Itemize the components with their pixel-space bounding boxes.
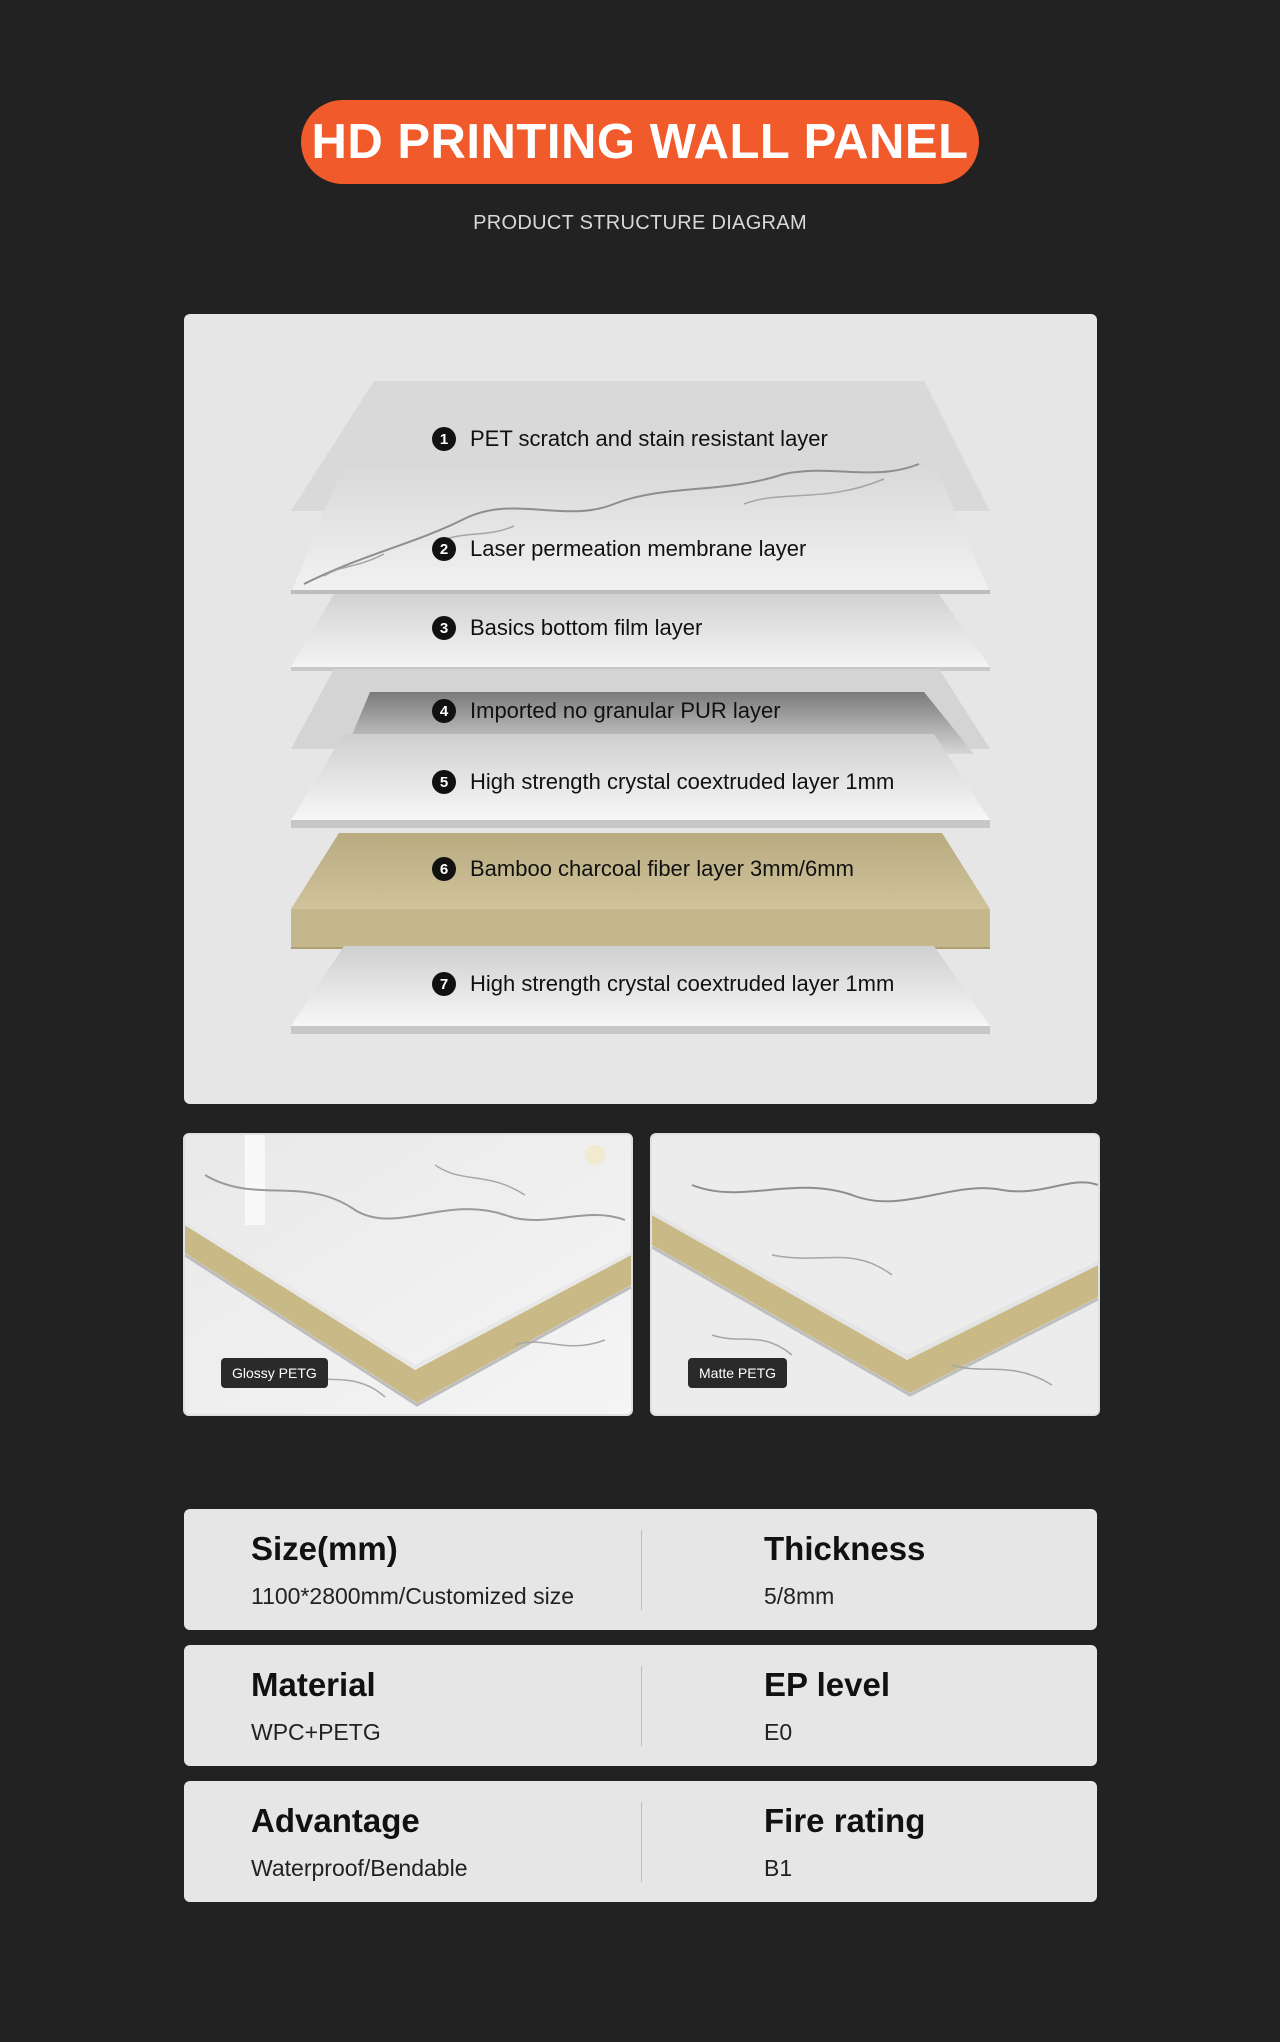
- matte-sample-image: [650, 1133, 1100, 1416]
- spec-title: EP level: [764, 1666, 890, 1703]
- structure-diagram: [184, 314, 1097, 1104]
- number-badge: 6: [432, 857, 456, 881]
- layer-text: Imported no granular PUR layer: [470, 698, 781, 723]
- spec-value: 1100*2800mm/Customized size: [251, 1583, 575, 1609]
- layer-text: High strength crystal coextruded layer 1mm: [470, 769, 895, 794]
- layer-label-1: [432, 426, 828, 452]
- layer-label-2: [432, 536, 806, 562]
- layer-label-4: [432, 698, 781, 724]
- layer-label-5: [432, 769, 894, 795]
- number-badge: 4: [432, 699, 456, 723]
- sample-tag: Glossy PETG: [221, 1358, 328, 1388]
- sample-tag: Matte PETG: [688, 1358, 787, 1388]
- divider: [641, 1802, 642, 1882]
- spec-title: Material: [251, 1666, 376, 1703]
- spec-value: B1: [764, 1855, 793, 1881]
- number-badge: 1: [432, 427, 456, 451]
- divider: [641, 1666, 642, 1746]
- divider: [641, 1530, 642, 1610]
- layer-text: Bamboo charcoal fiber layer 3mm/6mm: [470, 856, 854, 881]
- layer-text: PET scratch and stain resistant layer: [470, 426, 828, 451]
- layer-text: Laser permeation membrane layer: [470, 536, 807, 561]
- layer-label-3: [432, 615, 702, 641]
- spec-row-advantage: [184, 1781, 1097, 1902]
- spec-title: Size(mm): [251, 1530, 398, 1567]
- number-badge: 2: [432, 537, 456, 561]
- layer-text: Basics bottom film layer: [470, 615, 703, 640]
- number-badge: 7: [432, 972, 456, 996]
- spec-value: Waterproof/Bendable: [251, 1855, 468, 1881]
- page-subtitle: PRODUCT STRUCTURE DIAGRAM: [473, 212, 807, 234]
- spec-title: Thickness: [764, 1530, 926, 1567]
- layer-text: High strength crystal coextruded layer 1mm: [470, 971, 895, 996]
- spec-row-size: [184, 1509, 1097, 1630]
- layer-label-7: [432, 971, 894, 997]
- spec-value: 5/8mm: [764, 1583, 835, 1609]
- spec-value: E0: [764, 1719, 793, 1745]
- spec-value: WPC+PETG: [251, 1719, 381, 1745]
- glossy-sample-image: [183, 1133, 633, 1416]
- number-badge: 5: [432, 770, 456, 794]
- page-title: HD PRINTING WALL PANEL: [311, 115, 969, 169]
- layer-label-6: [432, 856, 854, 882]
- spec-title: Advantage: [251, 1802, 420, 1839]
- title-banner: [301, 100, 979, 184]
- number-badge: 3: [432, 616, 456, 640]
- spec-row-material: [184, 1645, 1097, 1766]
- layer-2-shape: [291, 463, 990, 593]
- spec-title: Fire rating: [764, 1802, 926, 1839]
